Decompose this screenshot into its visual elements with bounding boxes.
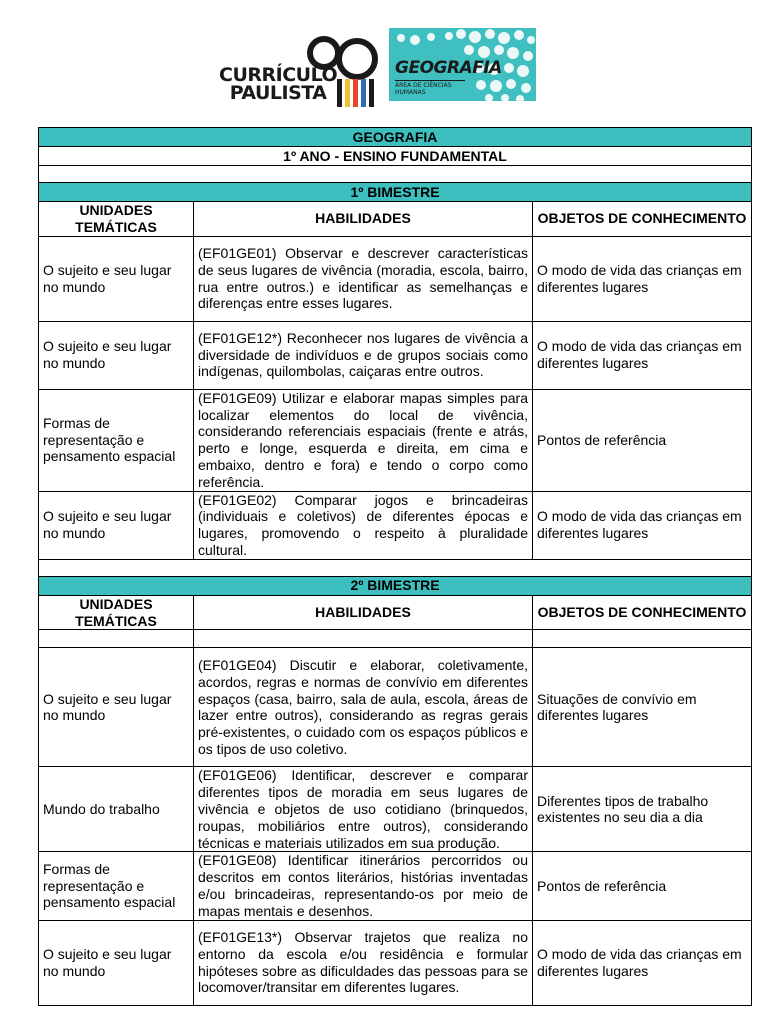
curriculum-table bbox=[38, 127, 752, 1006]
table-title: GEOGRAFIA bbox=[39, 128, 752, 147]
objeto-cell: Situações de convívio em diferentes lugares bbox=[533, 648, 752, 767]
bimestre1-row bbox=[39, 183, 752, 202]
col-header-habilidades: HABILIDADES bbox=[194, 595, 533, 630]
unidade-cell: O sujeito e seu lugar no mundo bbox=[39, 321, 194, 389]
unidade-cell: Formas de representação e pensamento espacial bbox=[39, 852, 194, 920]
curriculo-paulista-emblem-icon bbox=[305, 35, 380, 107]
col-header-unidades: UNIDADES TEMÁTICAS bbox=[39, 595, 194, 630]
table-subtitle: 1º ANO - ENSINO FUNDAMENTAL bbox=[39, 147, 752, 166]
unidade-cell: Mundo do trabalho bbox=[39, 767, 194, 852]
habilidade-cell: (EF01GE06) Identificar, descrever e comparar diferentes tipos de moradia em seus lugares de vivência e objetos de uso cotidiano (brinquedos, roupas, mobiliários entre outros), considerando técnicas e materiais utilizados em sua produção. bbox=[194, 767, 533, 852]
geo-sub-line2: HUMANAS bbox=[395, 89, 426, 96]
unidade-cell: O sujeito e seu lugar no mundo bbox=[39, 920, 194, 1005]
spacer-cell bbox=[39, 630, 194, 648]
geografia-logo-subtitle bbox=[395, 80, 465, 96]
objeto-cell: Diferentes tipos de trabalho existentes no seu dia a dia bbox=[533, 767, 752, 852]
geo-sub-line1: ÁREA DE CIÊNCIAS bbox=[395, 82, 452, 89]
subtitle-row bbox=[39, 147, 752, 166]
unidade-cell: O sujeito e seu lugar no mundo bbox=[39, 491, 194, 559]
header-row bbox=[39, 202, 752, 237]
objeto-cell: O modo de vida das crianças em diferentes lugares bbox=[533, 920, 752, 1005]
bimestre2-label: 2º BIMESTRE bbox=[39, 576, 752, 595]
curriculo-word: CURRÍCULO bbox=[219, 64, 338, 86]
table-row bbox=[39, 767, 752, 852]
header-row bbox=[39, 595, 752, 630]
habilidade-cell: (EF01GE08) Identificar itinerários percorridos ou descritos em contos literários, histórias inventadas e/ou brincadeiras, representando-os por meio de mapas mentais e desenhos. bbox=[194, 852, 533, 920]
objeto-cell: O modo de vida das crianças em diferentes lugares bbox=[533, 321, 752, 389]
geografia-logo bbox=[389, 28, 536, 101]
title-row bbox=[39, 128, 752, 147]
objeto-cell: O modo de vida das crianças em diferentes lugares bbox=[533, 491, 752, 559]
habilidade-cell: (EF01GE01) Observar e descrever características de seus lugares de vivência (moradia, escola, bairro, rua entre outros.) e identificar as semelhanças e diferenças entre esses lugares. bbox=[194, 236, 533, 321]
spacer-cell bbox=[194, 630, 533, 648]
col-header-objetos: OBJETOS DE CONHECIMENTO bbox=[533, 595, 752, 630]
table-row bbox=[39, 389, 752, 491]
spacer-cell bbox=[39, 559, 752, 576]
habilidade-cell: (EF01GE12*) Reconhecer nos lugares de vivência a diversidade de indivíduos e de grupos sociais como indígenas, quilombolas, caiçaras entre outros. bbox=[194, 321, 533, 389]
spacer-row bbox=[39, 559, 752, 576]
unidade-cell: O sujeito e seu lugar no mundo bbox=[39, 236, 194, 321]
unidade-cell: O sujeito e seu lugar no mundo bbox=[39, 648, 194, 767]
paulista-word: PAULISTA bbox=[229, 82, 327, 104]
objeto-cell: O modo de vida das crianças em diferentes lugares bbox=[533, 236, 752, 321]
col-header-habilidades: HABILIDADES bbox=[194, 202, 533, 237]
table-row bbox=[39, 920, 752, 1005]
habilidade-cell: (EF01GE02) Comparar jogos e brincadeiras (individuais e coletivos) de diferentes épocas e lugares, promovendo o respeito à pluralidade cultural. bbox=[194, 491, 533, 559]
objeto-cell: Pontos de referência bbox=[533, 389, 752, 491]
spacer-cell bbox=[39, 166, 752, 183]
spacer-cell bbox=[533, 630, 752, 648]
spacer-row bbox=[39, 166, 752, 183]
habilidade-cell: (EF01GE09) Utilizar e elaborar mapas simples para localizar elementos do local de vivência, considerando referenciais espaciais (frente e atrás, perto e longe, esquerda e direita, em cima e embaixo, dentro e fora) e tendo o corpo como referência. bbox=[194, 389, 533, 491]
col-header-unidades: UNIDADES TEMÁTICAS bbox=[39, 202, 194, 237]
table-row bbox=[39, 852, 752, 920]
habilidade-cell: (EF01GE04) Discutir e elaborar, coletivamente, acordos, regras e normas de convívio em diferentes espaços (casa, bairro, sala de aula, escola, áreas de lazer entre outros), considerando as regras gerais pré-existentes, o cuidado com os espaços públicos e os tipos de uso coletivo. bbox=[194, 648, 533, 767]
geografia-logo-title: GEOGRAFIA bbox=[395, 58, 502, 78]
habilidade-cell: (EF01GE13*) Observar trajetos que realiza no entorno da escola e/ou residência e formular hipóteses sobre as dificuldades das pessoas para se locomover/transitar em diferentes lugares. bbox=[194, 920, 533, 1005]
bimestre2-row bbox=[39, 576, 752, 595]
table-row bbox=[39, 491, 752, 559]
table-row bbox=[39, 648, 752, 767]
objeto-cell: Pontos de referência bbox=[533, 852, 752, 920]
header-logos bbox=[0, 0, 768, 120]
table-row bbox=[39, 321, 752, 389]
table-row bbox=[39, 236, 752, 321]
spacer-row bbox=[39, 630, 752, 648]
bimestre1-label: 1º BIMESTRE bbox=[39, 183, 752, 202]
unidade-cell: Formas de representação e pensamento espacial bbox=[39, 389, 194, 491]
col-header-objetos: OBJETOS DE CONHECIMENTO bbox=[533, 202, 752, 237]
